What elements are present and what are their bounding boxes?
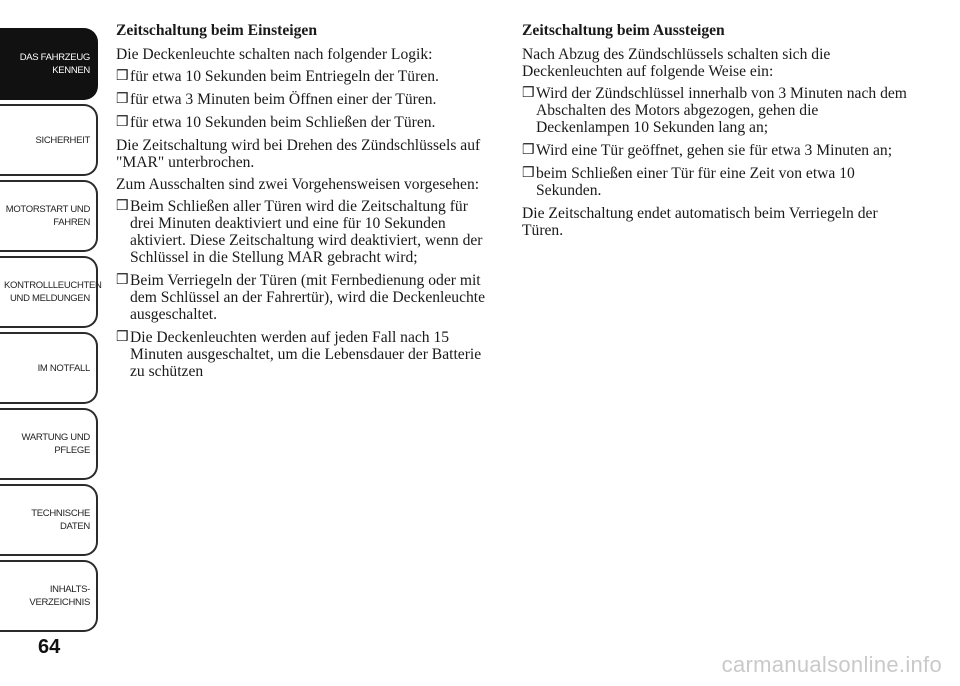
tab-technische-daten[interactable] [0,484,98,556]
checkbox-bullet-icon: ❒ [116,69,129,84]
bullet-list [116,198,496,380]
tab-label: INHALTS-VERZEICHNIS [29,584,90,608]
checkbox-bullet-icon: ❒ [522,166,535,181]
bullet-list [116,68,496,131]
bullet-list [522,85,912,199]
paragraph: Die Zeitschaltung wird bei Drehen des Zündschlüssels auf "MAR" unterbrochen. [116,137,481,171]
list-item: ❒ Die Deckenleuchten werden auf jeden Fall nach 15 Minuten ausgeschaltet, um die Lebensdauer der Batterie zu schützen [116,329,482,380]
list-item: ❒ für etwa 10 Sekunden beim Schließen der Türen. [116,114,436,131]
tab-label: KONTROLLLEUCHTEN UND MELDUNGEN [4,280,102,304]
tab-kontrollleuchten-und-meldungen[interactable] [0,256,102,328]
tab-label: SICHERHEIT [35,134,90,146]
list-item: ❒ Wird der Zündschlüssel innerhalb von 3 Minuten nach dem Abschalten des Motors abgezogen, gehen die Deckenlampen 10 Sekunden lang an; [522,85,907,136]
tab-label: DAS FAHRZEUG KENNEN [19,52,90,76]
tab-label: WARTUNG UND PFLEGE [21,432,90,456]
tab-label: TECHNISCHE DATEN [31,508,90,532]
paragraph: Nach Abzug des Zündschlüssels schalten sich die Deckenleuchten auf folgende Weise ein: [522,46,831,80]
list-item: ❒ Beim Verriegeln der Türen (mit Fernbedienung oder mit dem Schlüssel an der Fahrertür), wird die Deckenleuchte ausgeschaltet. [116,272,486,323]
right-column [522,22,912,244]
section-heading-einsteigen: Zeitschaltung beim Einsteigen [116,22,317,39]
tab-wartung-und-pflege[interactable] [0,408,98,480]
checkbox-bullet-icon: ❒ [116,115,129,130]
watermark: carmanualsonline.info [721,652,942,677]
paragraph: Die Deckenleuchte schalten nach folgender Logik: [116,46,433,63]
checkbox-bullet-icon: ❒ [522,86,535,101]
tab-label: IM NOTFALL [37,362,90,374]
tab-im-notfall[interactable] [0,332,98,404]
tab-inhaltsverzeichnis[interactable] [0,560,98,632]
page-number: 64 [38,636,61,658]
checkbox-bullet-icon: ❒ [116,199,129,214]
list-item: ❒ für etwa 3 Minuten beim Öffnen einer der Türen. [116,91,437,108]
tab-motorstart-und-fahren[interactable] [0,180,98,252]
list-item: ❒ für etwa 10 Sekunden beim Entriegeln der Türen. [116,68,439,85]
tab-das-fahrzeug-kennen[interactable] [0,28,98,100]
section-heading-aussteigen: Zeitschaltung beim Aussteigen [522,22,725,39]
paragraph: Die Zeitschaltung endet automatisch beim Verriegeln der Türen. [522,205,878,239]
checkbox-bullet-icon: ❒ [522,143,535,158]
checkbox-bullet-icon: ❒ [116,330,129,345]
list-item: ❒ beim Schließen einer Tür für eine Zeit von etwa 10 Sekunden. [522,165,855,199]
paragraph: Zum Ausschalten sind zwei Vorgehensweisen vorgesehen: [116,176,480,193]
tab-label: MOTORSTART UND FAHREN [5,204,90,228]
left-column [116,22,496,386]
list-item: ❒ Wird eine Tür geöffnet, gehen sie für etwa 3 Minuten an; [522,142,893,159]
checkbox-bullet-icon: ❒ [116,273,129,288]
list-item: ❒ Beim Schließen aller Türen wird die Zeitschaltung für drei Minuten deaktiviert und eine für 10 Sekunden aktiviert. Diese Zeitschaltung wird deaktiviert, wenn der Schlüssel in die Stellung MAR gebracht wird; [116,198,483,266]
tab-sicherheit[interactable] [0,104,98,176]
checkbox-bullet-icon: ❒ [116,92,129,107]
